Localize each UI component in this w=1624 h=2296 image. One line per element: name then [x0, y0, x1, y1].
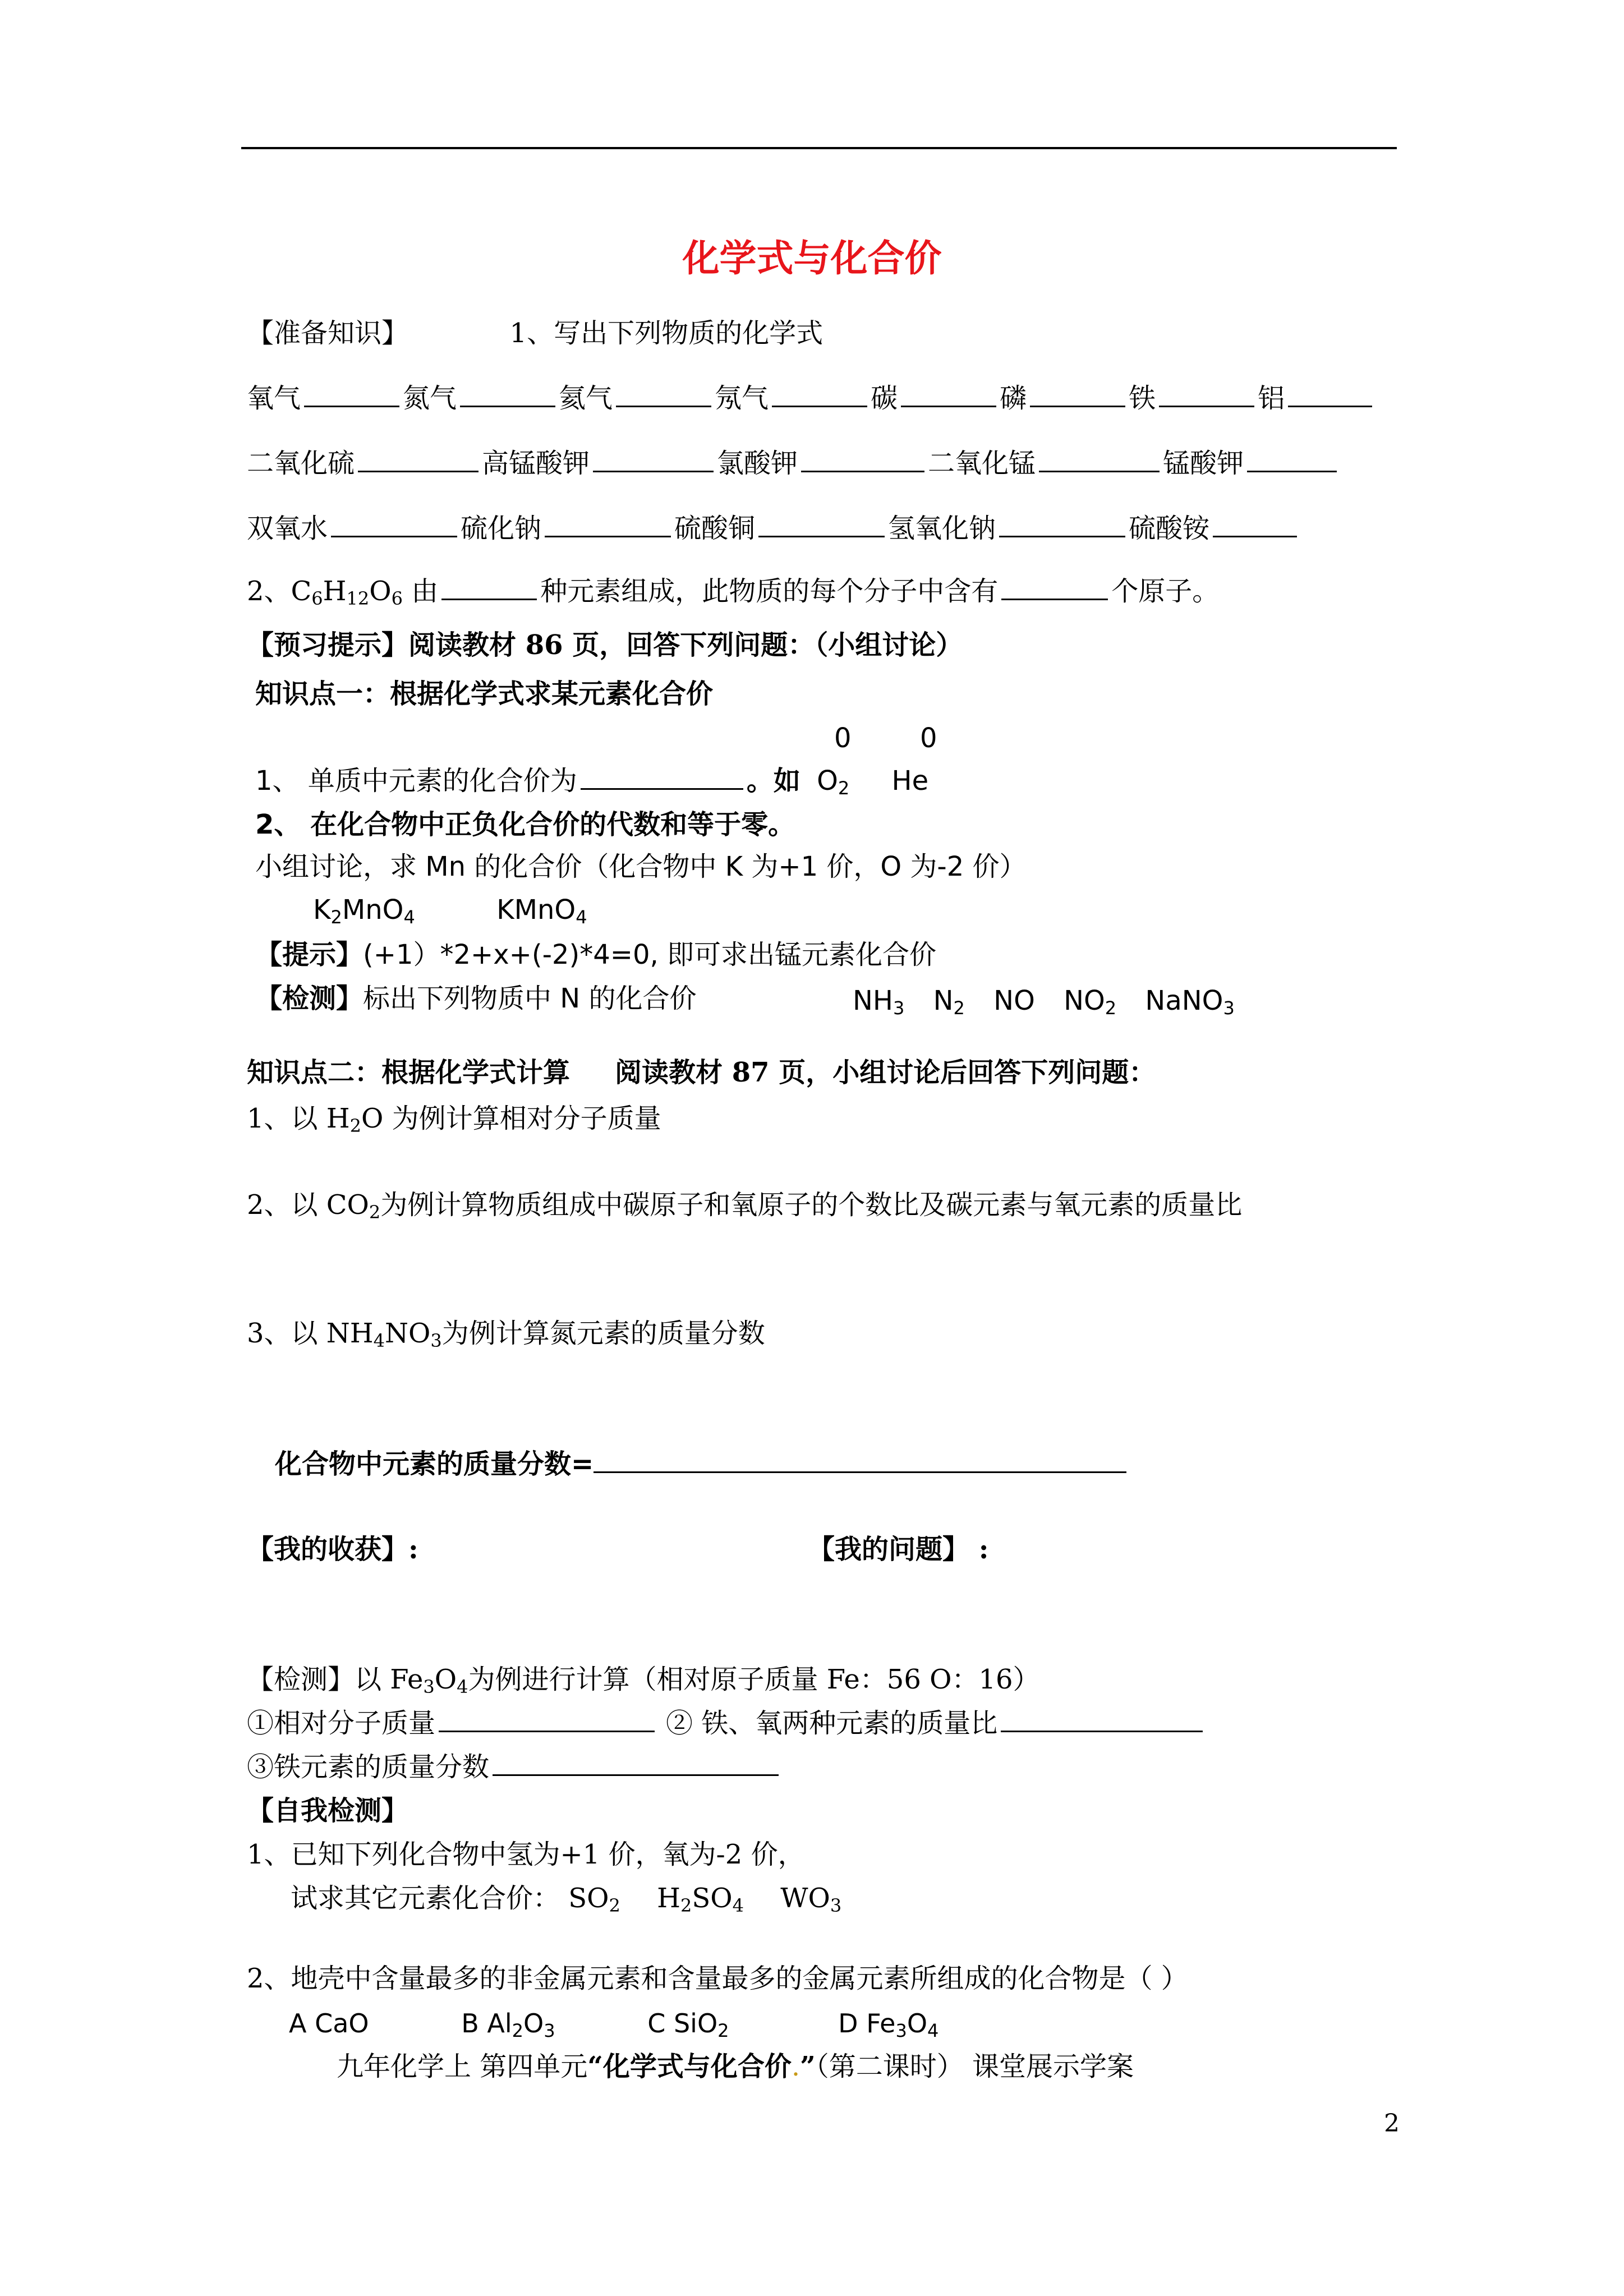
answer-blank[interactable] — [1288, 381, 1372, 407]
substance-label: 二氧化硫 — [247, 448, 355, 479]
prep-q1: 1、写出下列物质的化学式 — [509, 318, 823, 349]
substance-label: 铝 — [1258, 383, 1285, 414]
mass-ratio-blank[interactable] — [1001, 1706, 1203, 1732]
element-count-blank[interactable] — [441, 574, 537, 600]
answer-blank[interactable] — [772, 381, 867, 407]
test-item3-row: ③铁元素的质量分数 — [247, 1749, 782, 1785]
molecular-mass-blank[interactable] — [439, 1706, 655, 1732]
substance-label: 碳 — [871, 383, 898, 414]
footer-caption: 九年化学上 第四单元“化学式与化合价.”（第二课时） 课堂展示学案 — [337, 2051, 1134, 2082]
formula-n2: $N_2$ — [933, 985, 965, 1019]
formula-glucose: $C_6H_{12}O_6$ — [291, 576, 403, 609]
check-line: 【检测】标出下列物质中 N 的化合价 — [255, 983, 697, 1014]
substance-label: 磷 — [1000, 383, 1027, 414]
prep-heading: 【准备知识】 — [247, 318, 409, 349]
page-title: 化学式与化合价 — [682, 236, 942, 280]
answer-blank[interactable] — [801, 446, 924, 472]
answer-blank[interactable] — [331, 511, 457, 537]
kp2-title: 知识点二：根据化学式计算 阅读教材 87 页，小组讨论后回答下列问题： — [247, 1057, 1156, 1088]
kp1-line2: 2、 在化合物中正负化合价的代数和等于零。 — [255, 809, 795, 840]
formula-kmno4: KMnO$_4$ — [496, 894, 587, 928]
formula-no2: $NO_2$ — [1064, 985, 1117, 1019]
valence-mark-o2: 0 — [834, 723, 852, 754]
atom-count-blank[interactable] — [1001, 574, 1108, 600]
answer-blank[interactable] — [545, 511, 671, 537]
kp1-discuss: 小组讨论，求 Mn 的化合价（化合物中 K 为+1 价，O 为-2 价） — [255, 851, 1027, 882]
self-test-options — [289, 2005, 938, 2041]
substance-label: 氖气 — [715, 383, 769, 414]
self-test-q2: 2、地壳中含量最多的非金属元素和含量最多的金属元素所组成的化合物是（ ） — [247, 1963, 1188, 1994]
header-rule — [241, 147, 1397, 149]
answer-blank[interactable] — [1247, 446, 1337, 472]
substance-label: 硫酸铵 — [1129, 513, 1210, 544]
mass-fraction-formula: 化合物中元素的质量分数= — [275, 1446, 1130, 1482]
answer-blank[interactable] — [593, 446, 714, 472]
substance-label: 氮气 — [403, 383, 457, 414]
answer-blank[interactable] — [1030, 381, 1125, 407]
option-c[interactable]: C SiO$_2$ — [647, 2008, 729, 2041]
substance-label: 双氧水 — [247, 513, 328, 544]
answer-blank[interactable] — [1159, 381, 1254, 407]
kp2-q2: 2、以 $CO_2$为例计算物质组成中碳原子和氧原子的个数比及碳元素与氧元素的质量比 — [247, 1189, 1243, 1223]
substance-label: 高锰酸钾 — [482, 448, 590, 479]
formula-nh3: $NH_3$ — [853, 985, 905, 1019]
harvest-label: 【我的收获】: — [247, 1534, 418, 1565]
prep-row3 — [247, 510, 1300, 546]
answer-blank[interactable] — [999, 511, 1125, 537]
prep-q2: 2、$C_6H_{12}O_6$ 由 种元素组成，此物质的每个分子中含有 个原子。 — [247, 573, 1219, 609]
formula-wo3: $WO_3$ — [780, 1883, 842, 1916]
answer-blank[interactable] — [901, 381, 996, 407]
answer-blank[interactable] — [460, 381, 555, 407]
prep-row2 — [247, 445, 1340, 481]
answer-blank[interactable] — [358, 446, 479, 472]
formula-so2: $SO_2$ — [568, 1883, 620, 1916]
prep-row1 — [247, 380, 1375, 416]
formula-he: He — [891, 765, 929, 797]
substance-label: 氧气 — [247, 383, 301, 414]
self-test-q1-line1: 1、已知下列化合物中氢为+1 价，氧为-2 价， — [247, 1839, 805, 1870]
kp2-q3: 3、以 $NH_4NO_3$为例计算氮元素的质量分数 — [247, 1318, 765, 1351]
kp1-line1: 1、 单质中元素的化合价为 。如 $O_2$ He — [255, 763, 928, 799]
hint-line: 【提示】(+1）*2+x+(-2)*4=0, 即可求出锰元素化合价 — [255, 939, 937, 970]
answer-blank[interactable] — [304, 381, 399, 407]
self-test-heading: 【自我检测】 — [247, 1795, 409, 1826]
substance-label: 二氧化锰 — [928, 448, 1036, 479]
mn-compounds — [313, 892, 587, 928]
preview-heading: 【预习提示】阅读教材 86 页，回答下列问题：（小组讨论） — [247, 629, 963, 661]
formula-o2: $O_2$ — [817, 765, 850, 799]
formula-h2so4: $H_2SO_4$ — [657, 1883, 744, 1916]
formula-no: NO — [993, 985, 1035, 1016]
kp2-q1: 1、以 $H_2O$ 为例计算相对分子质量 — [247, 1103, 661, 1137]
test-heading: 【检测】以 $Fe_3O_4$为例进行计算（相对原子质量 Fe：56 O：16） — [247, 1664, 1040, 1697]
formula-nano3: NaNO$_3$ — [1145, 985, 1235, 1019]
substance-label: 硫酸铜 — [674, 513, 756, 544]
answer-blank[interactable] — [758, 511, 885, 537]
iron-fraction-blank[interactable] — [493, 1750, 779, 1776]
option-b[interactable]: B $Al_2O_3$ — [461, 2008, 555, 2041]
answer-blank[interactable] — [616, 381, 711, 407]
test-items-row: ①相对分子质量 ② 铁、氧两种元素的质量比 — [247, 1705, 1206, 1741]
self-test-q1-line2: 试求其它元素化合价： $SO_2$ $H_2SO_4$ $WO_3$ — [291, 1883, 842, 1916]
option-d[interactable]: D $Fe_3O_4$ — [838, 2008, 939, 2041]
substance-label: 氢氧化钠 — [888, 513, 996, 544]
answer-blank[interactable] — [1039, 446, 1160, 472]
substance-label: 锰酸钾 — [1163, 448, 1244, 479]
substance-label: 氯酸钾 — [717, 448, 798, 479]
n-compounds — [853, 983, 1235, 1019]
substance-label: 氦气 — [559, 383, 613, 414]
prep-heading-line — [247, 315, 823, 351]
question-label: 【我的问题】 : — [808, 1534, 989, 1565]
page-number: 2 — [1384, 2109, 1400, 2138]
valence-mark-he: 0 — [920, 723, 937, 754]
substance-label: 硫化钠 — [461, 513, 542, 544]
mass-fraction-blank[interactable] — [594, 1447, 1126, 1473]
formula-k2mno4: $K_2MnO_4$ — [313, 894, 415, 928]
answer-blank[interactable] — [1213, 511, 1297, 537]
kp1-title: 知识点一：根据化学式求某元素化合价 — [255, 678, 714, 710]
elemental-valence-blank[interactable] — [581, 763, 743, 790]
option-a[interactable]: A CaO — [289, 2008, 369, 2039]
substance-label: 铁 — [1129, 383, 1156, 414]
